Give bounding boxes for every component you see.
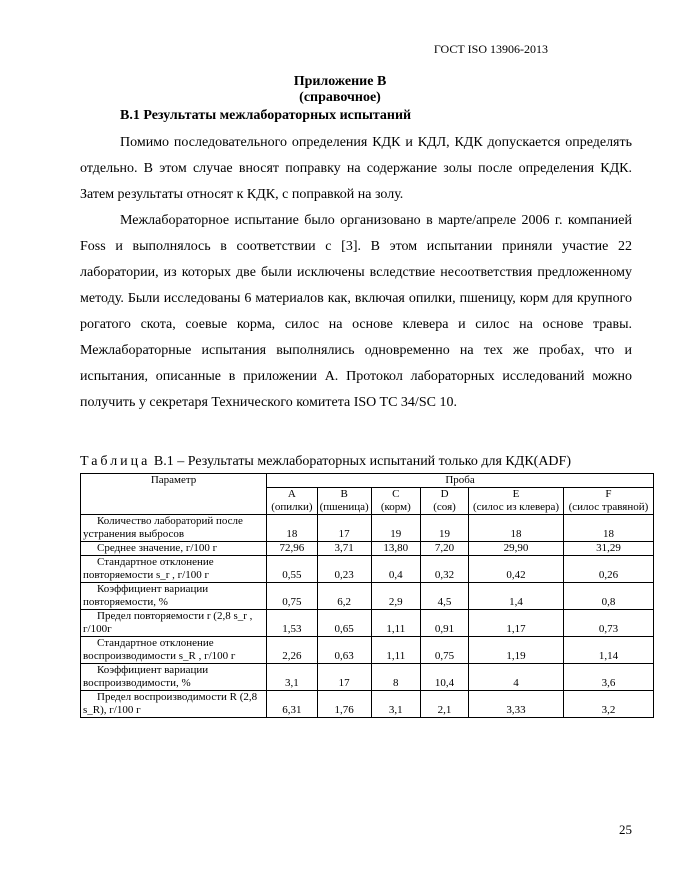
column-description: (силос травяной) [568, 501, 649, 513]
table-cell: 4,5 [420, 583, 468, 610]
table-cell: 0,26 [563, 556, 653, 583]
column-code: D [440, 488, 449, 500]
row-label: Коэффициент вариации повторяемости, % [81, 583, 267, 610]
table-cell: 19 [420, 515, 468, 542]
document-code: ГОСТ ISO 13906-2013 [433, 42, 548, 56]
table-cell: 0,4 [371, 556, 420, 583]
sample-group-header: Проба [267, 474, 654, 488]
table-cell: 1,11 [371, 610, 420, 637]
row-label: Предел воспроизводимости R (2,8 s_R), г/100 г [81, 691, 267, 718]
table-cell: 0,8 [563, 583, 653, 610]
table-caption-prefix: Таблица [80, 454, 151, 469]
table-cell: 0,73 [563, 610, 653, 637]
table-cell: 0,55 [267, 556, 317, 583]
table-cell: 2,26 [267, 637, 317, 664]
column-header [267, 488, 317, 515]
table-caption [80, 454, 640, 470]
table-cell: 6,31 [267, 691, 317, 718]
table-row [81, 637, 654, 664]
table-row [81, 610, 654, 637]
table-cell: 1,53 [267, 610, 317, 637]
column-code: A [287, 488, 296, 500]
table-cell: 0,32 [420, 556, 468, 583]
row-label: Среднее значение, г/100 г [81, 542, 267, 556]
table-cell: 2,9 [371, 583, 420, 610]
table-cell: 0,91 [420, 610, 468, 637]
column-code: B [340, 488, 348, 500]
page-number: 25 [619, 822, 632, 837]
table-cell: 4 [469, 664, 564, 691]
table-row [81, 691, 654, 718]
column-header [563, 488, 653, 515]
column-code: C [392, 488, 400, 500]
table-row [81, 583, 654, 610]
column-header [317, 488, 371, 515]
table-cell: 0,75 [420, 637, 468, 664]
column-code: E [512, 488, 520, 500]
table-cell: 3,71 [317, 542, 371, 556]
table-cell: 29,90 [469, 542, 564, 556]
column-header [420, 488, 468, 515]
table-cell: 0,63 [317, 637, 371, 664]
table-cell: 8 [371, 664, 420, 691]
appendix-heading [0, 74, 680, 106]
column-description: (корм) [380, 501, 411, 513]
results-table [80, 473, 654, 718]
column-description: (опилки) [271, 501, 313, 513]
table-cell: 1,14 [563, 637, 653, 664]
paragraph-2: Межлабораторное испытание было организовано в марте/апреле 2006 г. компанией Foss и выполнялось в соответствии с [3]. В этом испытании приняли участие 22 лаборатории, из которых две были исключены вследствие несоответствия предложенному методу. Были исследованы 6 материалов как, включая опилки, пшеницу, корм для крупного рогатого скота, соевые корма, силос на основе клевера и силос на основе травы. Межлабораторные испытания выполнялись одновременно на тех же пробах, что и испытания, описанные в приложении А. Протокол лабораторных исследований можно получить у секретаря Технического комитета ISO TC 34/SC 10. [80, 213, 632, 410]
table-row [81, 664, 654, 691]
appendix-subtitle: (справочное) [299, 90, 381, 105]
table-cell: 7,20 [420, 542, 468, 556]
row-label: Коэффициент вариации воспроизводимости, % [81, 664, 267, 691]
column-header [371, 488, 420, 515]
table-cell: 2,1 [420, 691, 468, 718]
table-cell: 3,33 [469, 691, 564, 718]
table-cell: 3,2 [563, 691, 653, 718]
section-title: В.1 Результаты межлабораторных испытаний [120, 108, 412, 123]
table-cell: 6,2 [317, 583, 371, 610]
table-cell: 0,75 [267, 583, 317, 610]
column-description: (пшеница) [319, 501, 369, 513]
column-header [469, 488, 564, 515]
table-caption-text: В.1 – Результаты межлабораторных испытаний только для КДК(ADF) [153, 454, 571, 469]
table-cell: 10,4 [420, 664, 468, 691]
table-cell: 0,65 [317, 610, 371, 637]
table-cell: 1,4 [469, 583, 564, 610]
column-code: F [605, 488, 612, 500]
table-cell: 1,11 [371, 637, 420, 664]
paragraph-1: Помимо последовательного определения КДК и КДЛ, КДК допускается определять отдельно. В этом случае вносят поправку на содержание золы после определения КДК. Затем результаты относят к КДК, с поправкой на золу. [80, 135, 632, 202]
row-label: Предел повторяемости r (2,8 s_r , г/100г [81, 610, 267, 637]
table-cell: 1,17 [469, 610, 564, 637]
table-cell: 3,1 [371, 691, 420, 718]
table-cell: 17 [317, 515, 371, 542]
table-cell: 72,96 [267, 542, 317, 556]
table-cell: 1,19 [469, 637, 564, 664]
table-cell: 18 [267, 515, 317, 542]
table-cell: 3,1 [267, 664, 317, 691]
appendix-title: Приложение В [293, 74, 387, 89]
table-cell: 1,76 [317, 691, 371, 718]
table-row [81, 515, 654, 542]
table-cell: 31,29 [563, 542, 653, 556]
table-cell: 0,23 [317, 556, 371, 583]
table-cell: 18 [469, 515, 564, 542]
column-description: (соя) [433, 501, 456, 513]
body-text [80, 130, 632, 416]
row-label: Количество лабораторий после устранения выбросов [81, 515, 267, 542]
table-row [81, 556, 654, 583]
table-cell: 18 [563, 515, 653, 542]
table-cell: 3,6 [563, 664, 653, 691]
param-header: Параметр [81, 474, 267, 515]
table-cell: 0,42 [469, 556, 564, 583]
table-cell: 19 [371, 515, 420, 542]
table-row [81, 542, 654, 556]
table-cell: 17 [317, 664, 371, 691]
column-description: (силос из клевера) [473, 501, 560, 513]
row-label: Стандартное отклонение повторяемости s_r , г/100 г [81, 556, 267, 583]
table-cell: 13,80 [371, 542, 420, 556]
row-label: Стандартное отклонение воспроизводимости s_R , г/100 г [81, 637, 267, 664]
